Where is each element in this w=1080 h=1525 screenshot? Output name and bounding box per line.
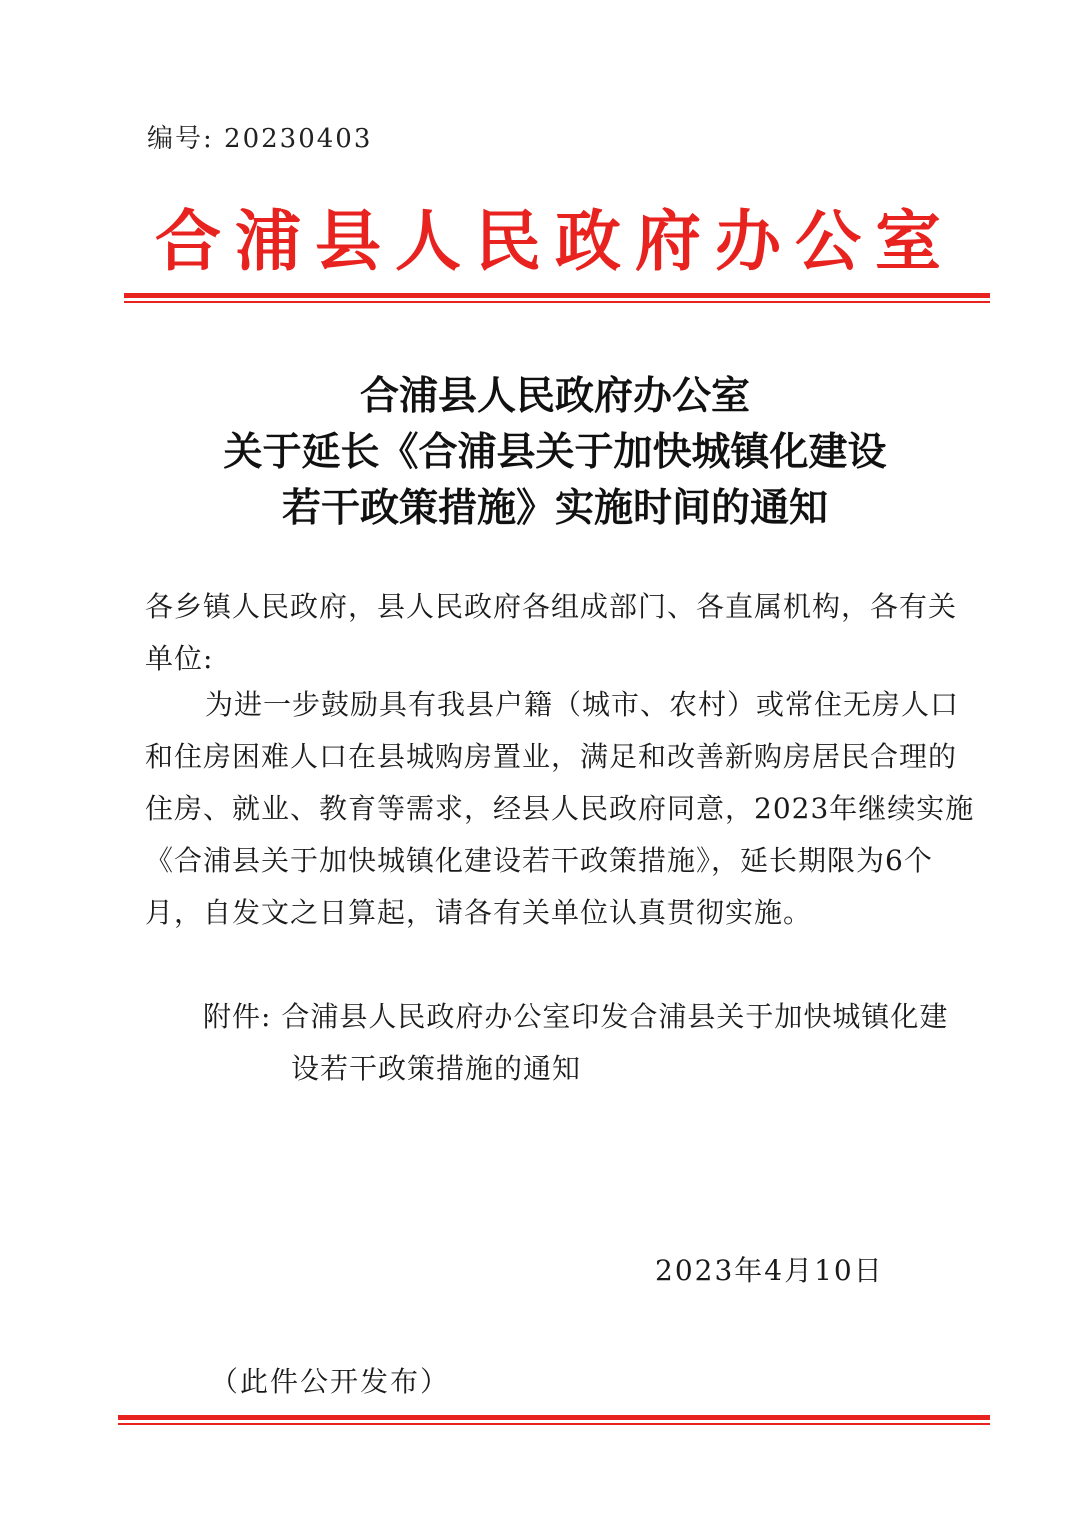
header-rule-thick: [124, 293, 990, 298]
body-paragraph: [145, 679, 975, 939]
issuer-header: 合浦县人民政府办公室: [155, 203, 955, 280]
body-line: 月，自发文之日算起，请各有关单位认真贯彻实施。: [145, 896, 813, 929]
body-line: 为进一步鼓励具有我县户籍（城市、农村）或常住无房人口: [205, 688, 960, 721]
recipients-line: 各乡镇人民政府，县人民政府各组成部门、各直属机构，各有关: [145, 590, 958, 623]
attachment-line: 附件: 合浦县人民政府办公室印发合浦县关于加快城镇化建: [203, 1000, 949, 1033]
footer-rule-thick: [118, 1415, 990, 1420]
body-line: 住房、就业、教育等需求，经县人民政府同意，2023年继续实施: [145, 792, 975, 825]
document-number: 编号: 20230403: [147, 124, 373, 154]
title-line: 合浦县人民政府办公室: [359, 373, 750, 419]
body-line: 《合浦县关于加快城镇化建设若干政策措施》，延长期限为6个: [145, 844, 933, 877]
public-release-note: （此件公开发布）: [210, 1365, 451, 1398]
recipients: [145, 581, 967, 685]
document-title: [100, 368, 1010, 536]
attachment: [203, 991, 948, 1095]
attachment-line: 设若干政策措施的通知: [291, 1052, 582, 1085]
recipients-line: 单位:: [145, 642, 214, 675]
issue-date: 2023年4月10日: [655, 1254, 884, 1287]
body-line: 和住房困难人口在县城购房置业，满足和改善新购房居民合理的: [145, 740, 958, 773]
header-rule-thin: [124, 301, 990, 303]
title-line: 若干政策措施》实施时间的通知: [281, 485, 828, 531]
footer-rule-thin: [118, 1423, 990, 1425]
title-line: 关于延长《合浦县关于加快城镇化建设: [223, 429, 887, 475]
